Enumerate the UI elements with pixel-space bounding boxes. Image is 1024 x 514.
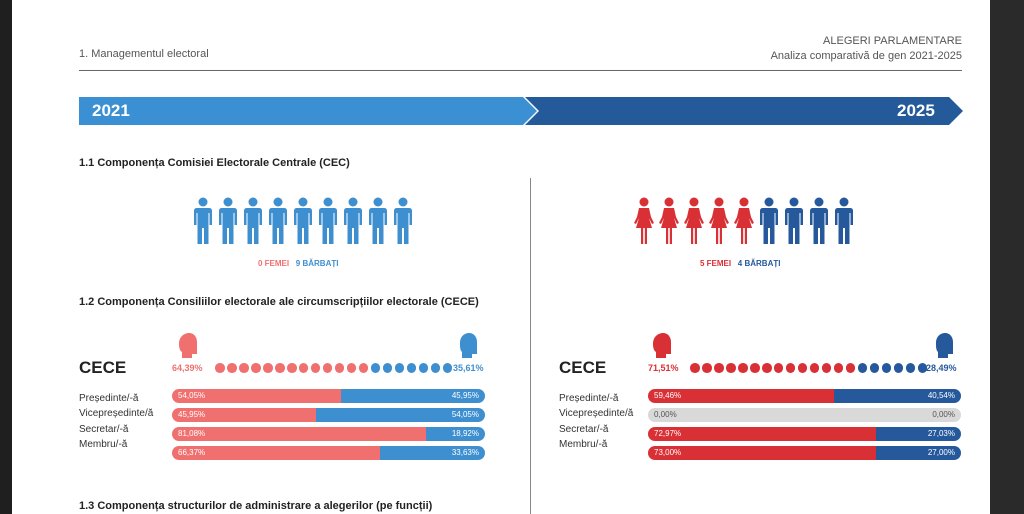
woman-figure-icon bbox=[708, 197, 730, 245]
cece-2025-dot-scale bbox=[690, 363, 927, 373]
women-dot bbox=[311, 363, 321, 373]
man-figure-icon bbox=[317, 197, 339, 245]
woman-figure-icon bbox=[633, 197, 655, 245]
men-dot bbox=[858, 363, 868, 373]
bar-women-segment: 45,95% bbox=[172, 408, 316, 422]
women-dot bbox=[287, 363, 297, 373]
bar-2021-presedinte bbox=[172, 389, 485, 403]
cec-2021-men-count: 9 BĂRBAȚI bbox=[295, 259, 339, 268]
bar-women-segment: 72,97% bbox=[648, 427, 876, 441]
men-dot bbox=[419, 363, 429, 373]
year-banner bbox=[79, 97, 965, 125]
bar-men-segment: 33,63% bbox=[380, 446, 485, 460]
row-label: Vicepreședinte/ă bbox=[559, 408, 634, 419]
men-dot bbox=[906, 363, 916, 373]
cece-2025-men-percent: 28,49% bbox=[926, 363, 957, 373]
banner-year-right: 2025 bbox=[897, 101, 935, 120]
women-dot bbox=[714, 363, 724, 373]
cece-2021-label: CECE bbox=[79, 358, 127, 377]
cec-2025-women-count: 5 FEMEI bbox=[700, 259, 732, 268]
bar-men-segment: 45,95% bbox=[341, 389, 485, 403]
cece-2021-dot-scale bbox=[215, 363, 452, 373]
woman-figure-icon bbox=[733, 197, 755, 245]
bar-2025-membru bbox=[648, 446, 961, 460]
section-1-2-title: 1.2 Componența Consiliilor electorale ale circumscripțiilor electorale (CECE) bbox=[79, 296, 479, 308]
header-subtitle: Analiza comparativă de gen 2021-2025 bbox=[770, 50, 962, 62]
men-dot bbox=[431, 363, 441, 373]
man-figure-icon bbox=[342, 197, 364, 245]
women-dot bbox=[798, 363, 808, 373]
header-title: ALEGERI PARLAMENTARE bbox=[823, 35, 962, 47]
bar-women-segment: 54,05% bbox=[172, 389, 341, 403]
women-dot bbox=[810, 363, 820, 373]
men-dot bbox=[383, 363, 393, 373]
cece-2025-women-percent: 71,51% bbox=[648, 363, 679, 373]
header-section: 1. Managementul electoral bbox=[79, 48, 209, 60]
bar-men-segment: 27,03% bbox=[876, 427, 961, 441]
man-figure-icon bbox=[242, 197, 264, 245]
cec-2021-women-count: 0 FEMEI bbox=[258, 259, 290, 268]
header-rule bbox=[79, 70, 962, 71]
man-figure-icon bbox=[192, 197, 214, 245]
man-head-icon bbox=[932, 332, 954, 360]
men-dot bbox=[882, 363, 892, 373]
bar-men-segment: 27,00% bbox=[876, 446, 961, 460]
women-dot bbox=[275, 363, 285, 373]
bar-2025-secretar bbox=[648, 427, 961, 441]
women-dot bbox=[347, 363, 357, 373]
women-dot bbox=[738, 363, 748, 373]
bar-women-segment: 73,00% bbox=[648, 446, 876, 460]
cece-2021-men-percent: 35,61% bbox=[453, 363, 484, 373]
header-title-block bbox=[771, 34, 962, 64]
man-figure-icon bbox=[267, 197, 289, 245]
viewer-right-edge bbox=[990, 0, 1024, 514]
cec-2025-figures bbox=[633, 197, 855, 245]
men-dot bbox=[443, 363, 453, 373]
women-dot bbox=[227, 363, 237, 373]
women-dot bbox=[846, 363, 856, 373]
women-dot bbox=[822, 363, 832, 373]
women-dot bbox=[299, 363, 309, 373]
women-dot bbox=[251, 363, 261, 373]
cec-2021-figures bbox=[192, 197, 414, 245]
cec-2025-men-count: 4 BĂRBAȚI bbox=[737, 259, 781, 268]
women-dot bbox=[239, 363, 249, 373]
cec-2025-counts bbox=[700, 259, 780, 268]
women-dot bbox=[762, 363, 772, 373]
women-dot bbox=[726, 363, 736, 373]
women-dot bbox=[786, 363, 796, 373]
man-head-icon bbox=[456, 332, 478, 360]
section-1-3-title: 1.3 Componența structurilor de administrare a alegerilor (pe funcții) bbox=[79, 500, 433, 512]
women-dot bbox=[335, 363, 345, 373]
bar-men-segment: 18,92% bbox=[426, 427, 485, 441]
row-label: Membru/-ă bbox=[79, 439, 128, 450]
women-dot bbox=[263, 363, 273, 373]
cece-2025-label: CECE bbox=[559, 358, 607, 377]
bar-women-segment: 0,00% bbox=[654, 410, 677, 419]
bar-women-segment: 81,08% bbox=[172, 427, 426, 441]
man-figure-icon bbox=[758, 197, 780, 245]
men-dot bbox=[894, 363, 904, 373]
bar-men-segment: 0,00% bbox=[932, 410, 955, 419]
bar-2025-presedinte bbox=[648, 389, 961, 403]
bar-women-segment: 59,46% bbox=[648, 389, 834, 403]
women-dot bbox=[750, 363, 760, 373]
bar-2021-secretar bbox=[172, 427, 485, 441]
woman-head-icon bbox=[176, 332, 198, 360]
bar-men-segment: 40,54% bbox=[834, 389, 961, 403]
cec-2021-counts bbox=[258, 259, 338, 268]
banner-2021-arrow bbox=[79, 97, 537, 125]
woman-figure-icon bbox=[683, 197, 705, 245]
man-figure-icon bbox=[217, 197, 239, 245]
cece-2021-women-percent: 64,39% bbox=[172, 363, 203, 373]
women-dot bbox=[215, 363, 225, 373]
bar-women-segment: 66,37% bbox=[172, 446, 380, 460]
bar-2021-membru bbox=[172, 446, 485, 460]
woman-head-icon bbox=[650, 332, 672, 360]
man-figure-icon bbox=[292, 197, 314, 245]
men-dot bbox=[870, 363, 880, 373]
viewer-left-edge bbox=[0, 0, 12, 514]
column-divider bbox=[530, 178, 531, 514]
row-label: Secretar/-ă bbox=[559, 424, 609, 435]
man-figure-icon bbox=[808, 197, 830, 245]
section-1-1-title: 1.1 Componența Comisiei Electorale Centrale (CEC) bbox=[79, 157, 350, 169]
man-figure-icon bbox=[833, 197, 855, 245]
row-label: Președinte/-ă bbox=[559, 393, 619, 404]
row-label: Membru/-ă bbox=[559, 439, 608, 450]
row-label: Președinte/-ă bbox=[79, 393, 139, 404]
woman-figure-icon bbox=[658, 197, 680, 245]
man-figure-icon bbox=[783, 197, 805, 245]
bar-men-segment: 54,05% bbox=[316, 408, 485, 422]
women-dot bbox=[774, 363, 784, 373]
row-label: Secretar/-ă bbox=[79, 424, 129, 435]
women-dot bbox=[834, 363, 844, 373]
row-label: Vicepreședinte/ă bbox=[79, 408, 154, 419]
man-figure-icon bbox=[392, 197, 414, 245]
men-dot bbox=[407, 363, 417, 373]
bar-2025-vicepresedinte bbox=[648, 408, 961, 422]
bar-2021-vicepresedinte bbox=[172, 408, 485, 422]
women-dot bbox=[323, 363, 333, 373]
men-dot bbox=[371, 363, 381, 373]
men-dot bbox=[395, 363, 405, 373]
women-dot bbox=[690, 363, 700, 373]
banner-year-left: 2021 bbox=[92, 101, 130, 120]
women-dot bbox=[359, 363, 369, 373]
man-figure-icon bbox=[367, 197, 389, 245]
women-dot bbox=[702, 363, 712, 373]
